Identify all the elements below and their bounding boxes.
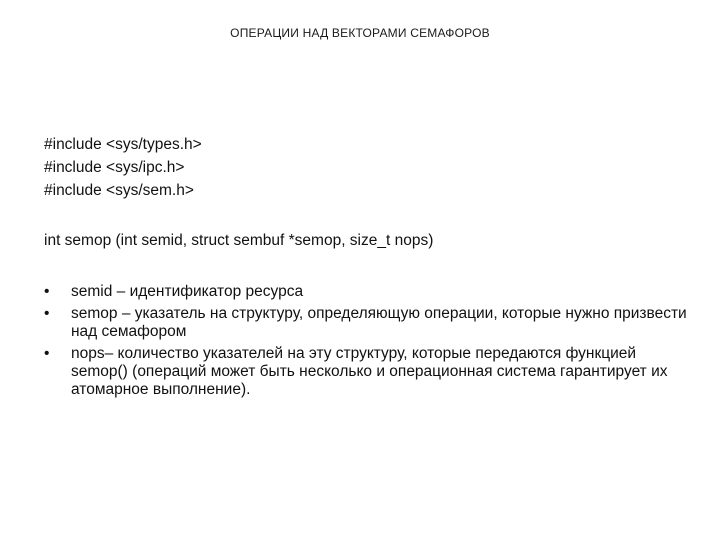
param-term: semid (71, 283, 113, 300)
param-term: semop (71, 305, 118, 322)
list-item (44, 283, 694, 301)
param-term: nops (71, 345, 105, 362)
param-description: – идентификатор ресурса (112, 283, 304, 300)
param-description: – количество указателей на эту структуру, которые передаются функцией semop() (операций может быть несколько и операционная система гарантирует их атомарное выполнение). (71, 345, 668, 398)
bullet-icon: • (44, 345, 50, 362)
include-line: #include <sys/sem.h> (44, 182, 194, 199)
bullet-icon: • (44, 283, 50, 300)
list-item (44, 345, 694, 399)
include-line: #include <sys/ipc.h> (44, 159, 185, 176)
include-line: #include <sys/types.h> (44, 136, 202, 153)
param-description: – указатель на структуру, определяющую операции, которые нужно призвести над семафором (71, 305, 687, 340)
bullet-icon: • (44, 305, 50, 322)
list-item (44, 305, 694, 341)
parameter-list (44, 283, 694, 403)
slide-title: ОПЕРАЦИИ НАД ВЕКТОРАМИ СЕМАФОРОВ (230, 26, 490, 40)
include-block (44, 133, 202, 202)
function-signature: int semop (int semid, struct sembuf *semop, size_t nops) (44, 232, 434, 249)
